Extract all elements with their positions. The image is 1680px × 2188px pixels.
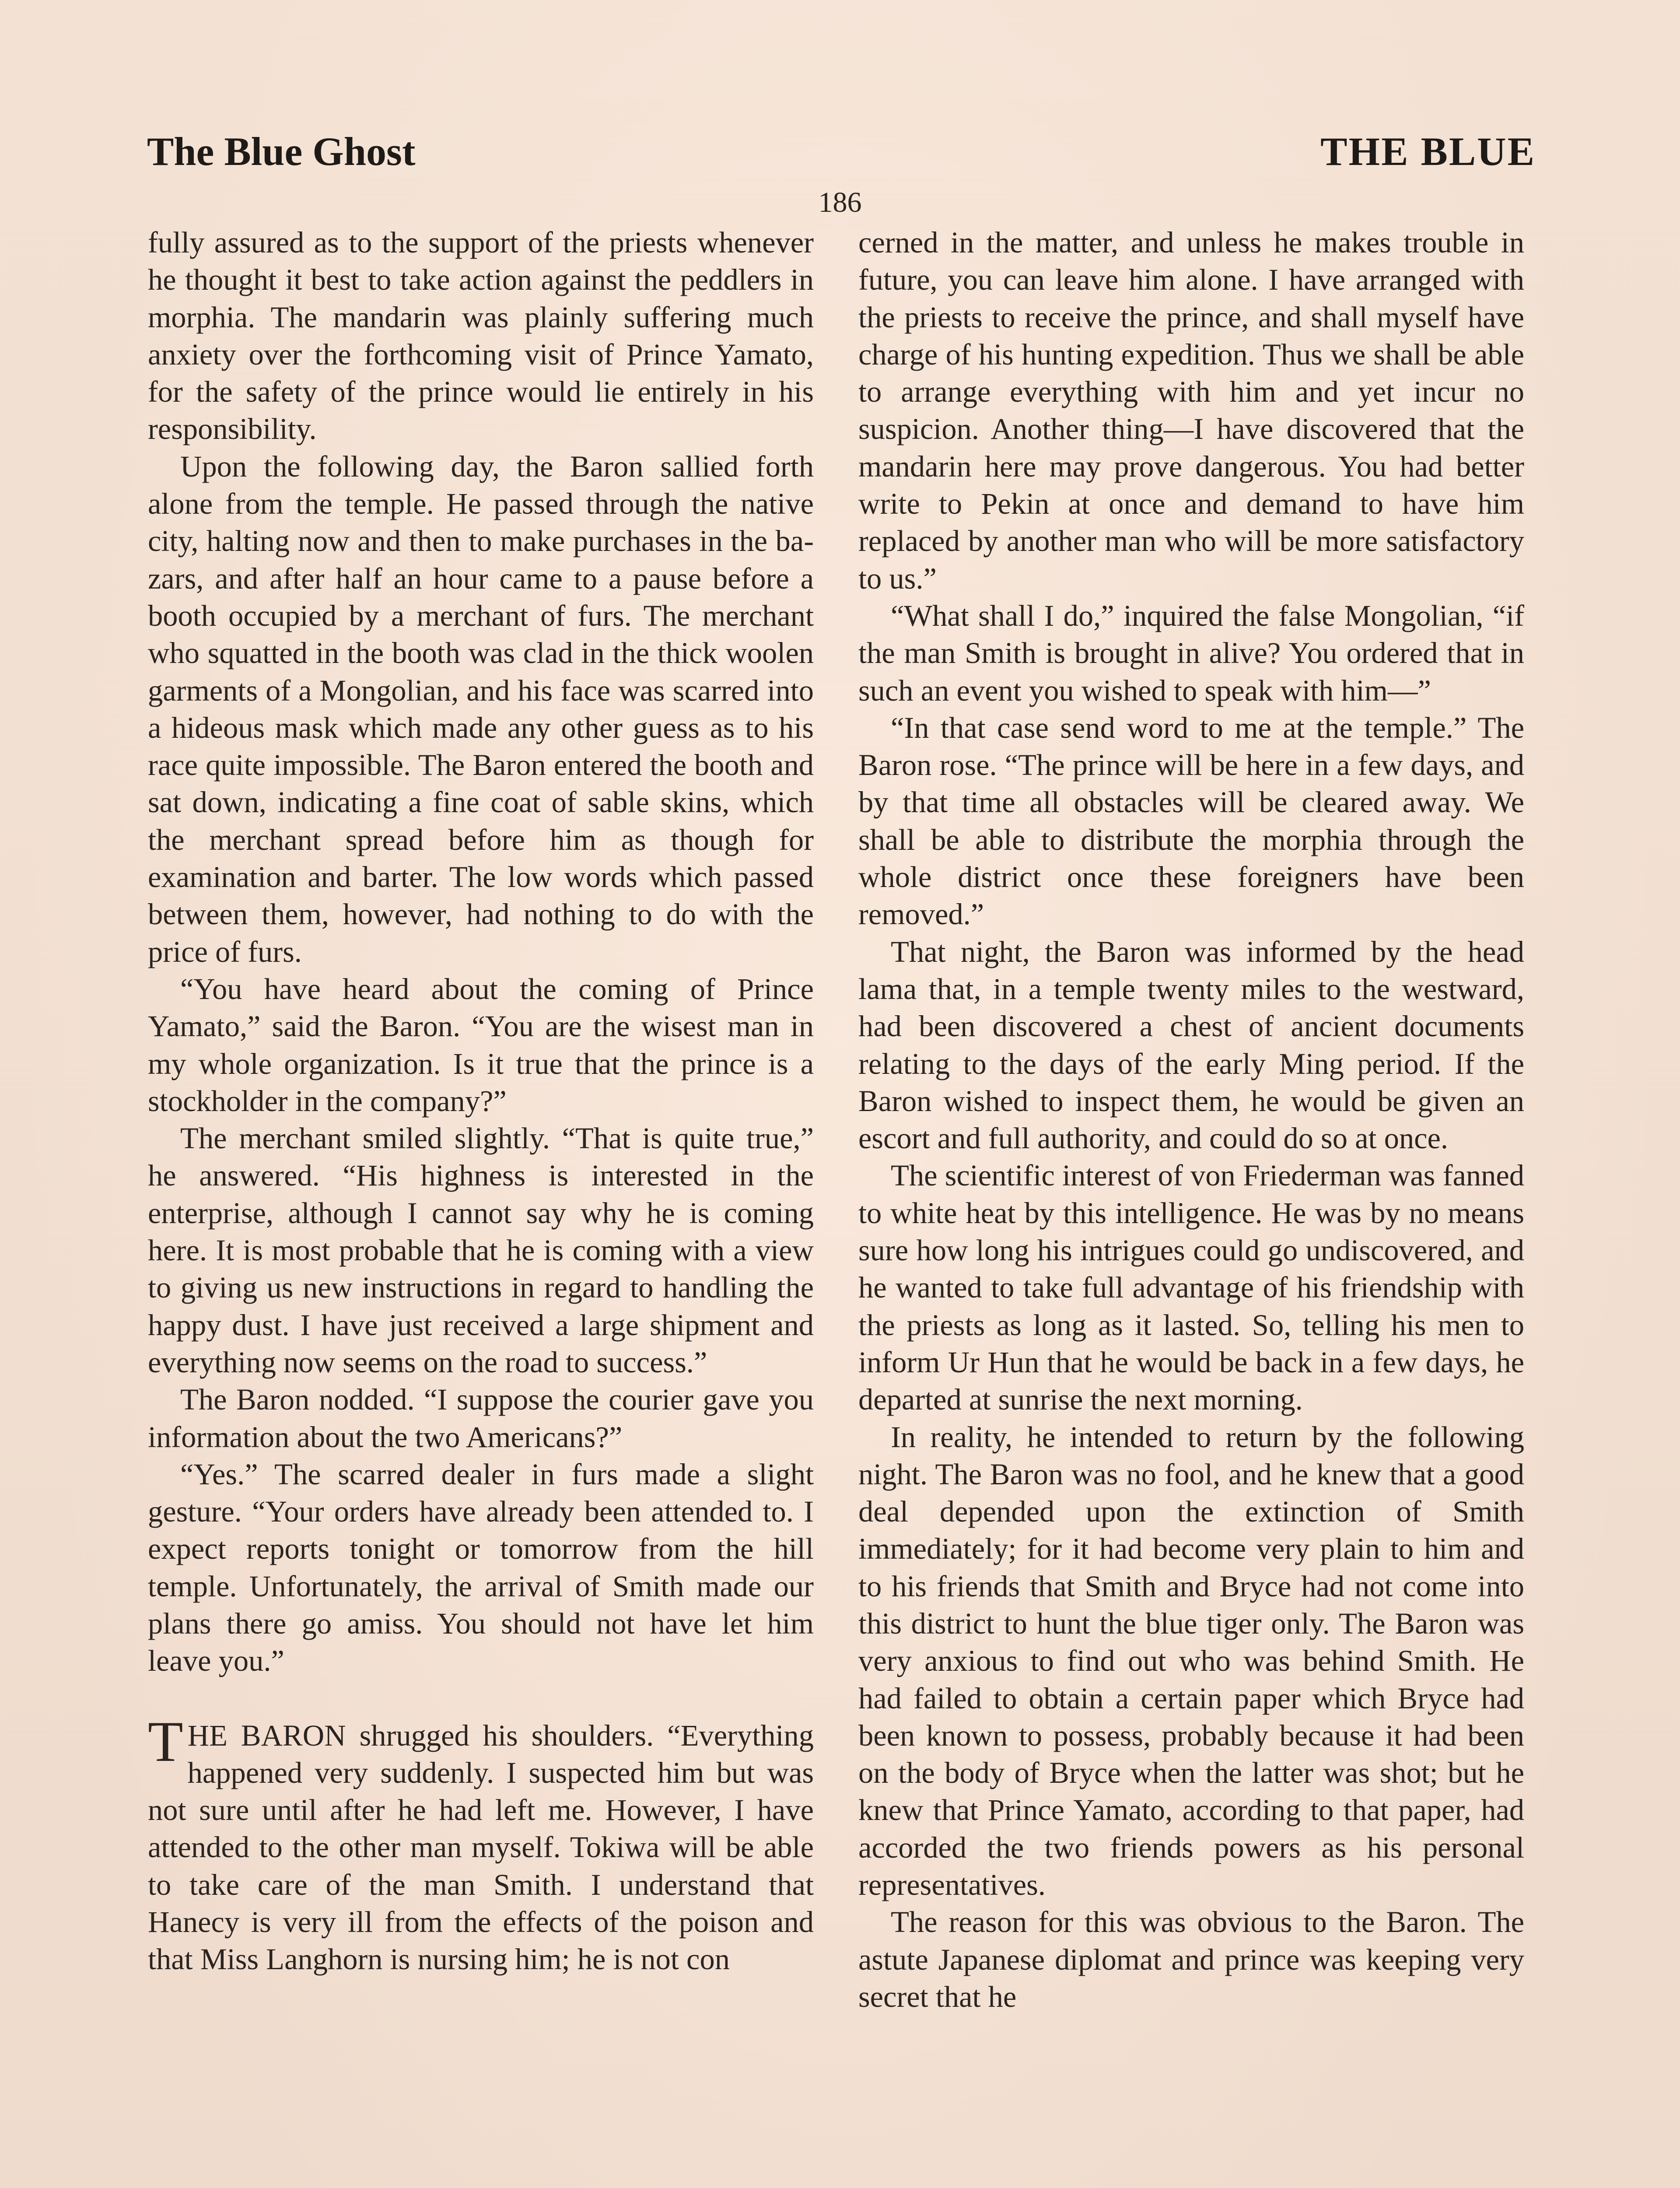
drop-cap: T	[148, 1709, 183, 1774]
paragraph: fully assured as to the support of the priests whenever he thought it best to take action against the peddlers in morphia. The mandarin was plainly suffering much anxiety over the forthcoming visit of Prince Yamato, for the safety of the prince would lie entirely in his responsibility.	[148, 226, 814, 446]
paragraph: Upon the following day, the Baron sallied forth alone from the temple. He passed through the native city, halting now and then to make purchases in the bazars, and after half an hour came to a pause before a booth occupied by a merchant of furs. The merchant who squatted in the booth was clad in the thick woolen garments of a Mongolian, and his face was scarred into a hideous mask which made any other guess as to his race quite impossible. The Baron entered the booth and sat down, indicating a fine coat of sable skins, which the merchant spread before him as though for examination and barter. The low words which passed between them, however, had nothing to do with the price of furs.	[148, 449, 814, 968]
story-title-header: The Blue Ghost	[147, 129, 416, 174]
paragraph: That night, the Baron was informed by the head lama that, in a temple twenty miles to the westward, had been discovered a chest of ancient documents relating to the days of the early Ming period. If the Baron wished to inspect them, he would be given an escort and full authority, and could do so at once.	[858, 935, 1524, 1155]
right-text-column	[858, 224, 1524, 2016]
paragraph: The Baron nodded. “I suppose the courier gave you information about the two Americans?”	[148, 1383, 814, 1454]
paragraph: “Yes.” The scarred dealer in furs made a slight gesture. “Your orders have already been attended to. I expect reports tonight or tomorrow from the hill temple. Unfortunately, the arrival of Smith made our plans there go amiss. You should not have let him leave you.”	[148, 1457, 814, 1678]
section-opening-paragraph	[148, 1709, 814, 1978]
paragraph: The reason for this was obvious to the Baron. The astute Japanese diplomat and prince was keeping very secret that he	[858, 1905, 1524, 2013]
left-text-column	[148, 224, 814, 1978]
section-opening-text: shrugged his shoulders. “Everything happened very suddenly. I suspected him but was not sure until after he had left me. However, I have attended to the other man myself. Tokiwa will be able to take care of the man Smith. I understand that Hanecy is very ill from the effects of the poison and that Miss Langhorn is nursing him; he is not con	[148, 1718, 814, 1976]
page-number: 186	[818, 186, 862, 218]
paragraph: The scientific interest of von Friederman was fanned to white heat by this intelligence. He was by no means sure how long his intrigues could go undiscovered, and he wanted to take full advantage of his friendship with the priests as long as it lasted. So, telling his men to inform Ur Hun that he would be back in a few days, he departed at sunrise the next morning.	[858, 1159, 1524, 1417]
paragraph: “You have heard about the coming of Prince Yamato,” said the Baron. “You are the wisest man in my whole organization. Is it true that the prince is a stockholder in the company?”	[148, 972, 814, 1118]
paragraph: “What shall I do,” inquired the false Mongolian, “if the man Smith is brought in alive? You ordered that in such an event you wished to speak with him—”	[858, 599, 1524, 707]
paragraph: In reality, he intended to return by the following night. The Baron was no fool, and he knew that a good deal depended upon the extinction of Smith immediately; for it had become very plain to him and to his friends that Smith and Bryce had not come into this district to hunt the blue tiger only. The Baron was very anxious to find out who was behind Smith. He had failed to obtain a certain paper which Bryce had been known to possess, probably because it had been on the body of Bryce when the latter was shot; but he knew that Prince Yamato, according to that paper, had accorded the two friends powers as his personal representatives.	[858, 1420, 1524, 1902]
paragraph: cerned in the matter, and unless he makes trouble in future, you can leave him alone. I have arranged with the priests to receive the prince, and shall myself have charge of his hunting expedition. Thus we shall be able to arrange everything with him and yet incur no suspicion. Another thing—I have discovered that the mandarin here may prove dangerous. You had better write to Pekin at once and demand to have him replaced by another man who will be more satisfactory to us.”	[858, 226, 1524, 595]
paragraph: “In that case send word to me at the temple.” The Baron rose. “The prince will be here in a few days, and by that time all obstacles will be cleared away. We shall be able to distribute the morphia through the whole district once these foreigners have been removed.”	[858, 711, 1524, 931]
section-opening-words: HE BARON	[187, 1718, 346, 1752]
magazine-title-header: THE BLUE	[1320, 129, 1536, 174]
paragraph: The merchant smiled slightly. “That is quite true,” he answered. “His highness is interested in the enterprise, although I cannot say why he is coming here. It is most probable that he is coming with a view to giving us new instructions in regard to handling the happy dust. I have just received a large shipment and everything now seems on the road to success.”	[148, 1122, 814, 1379]
